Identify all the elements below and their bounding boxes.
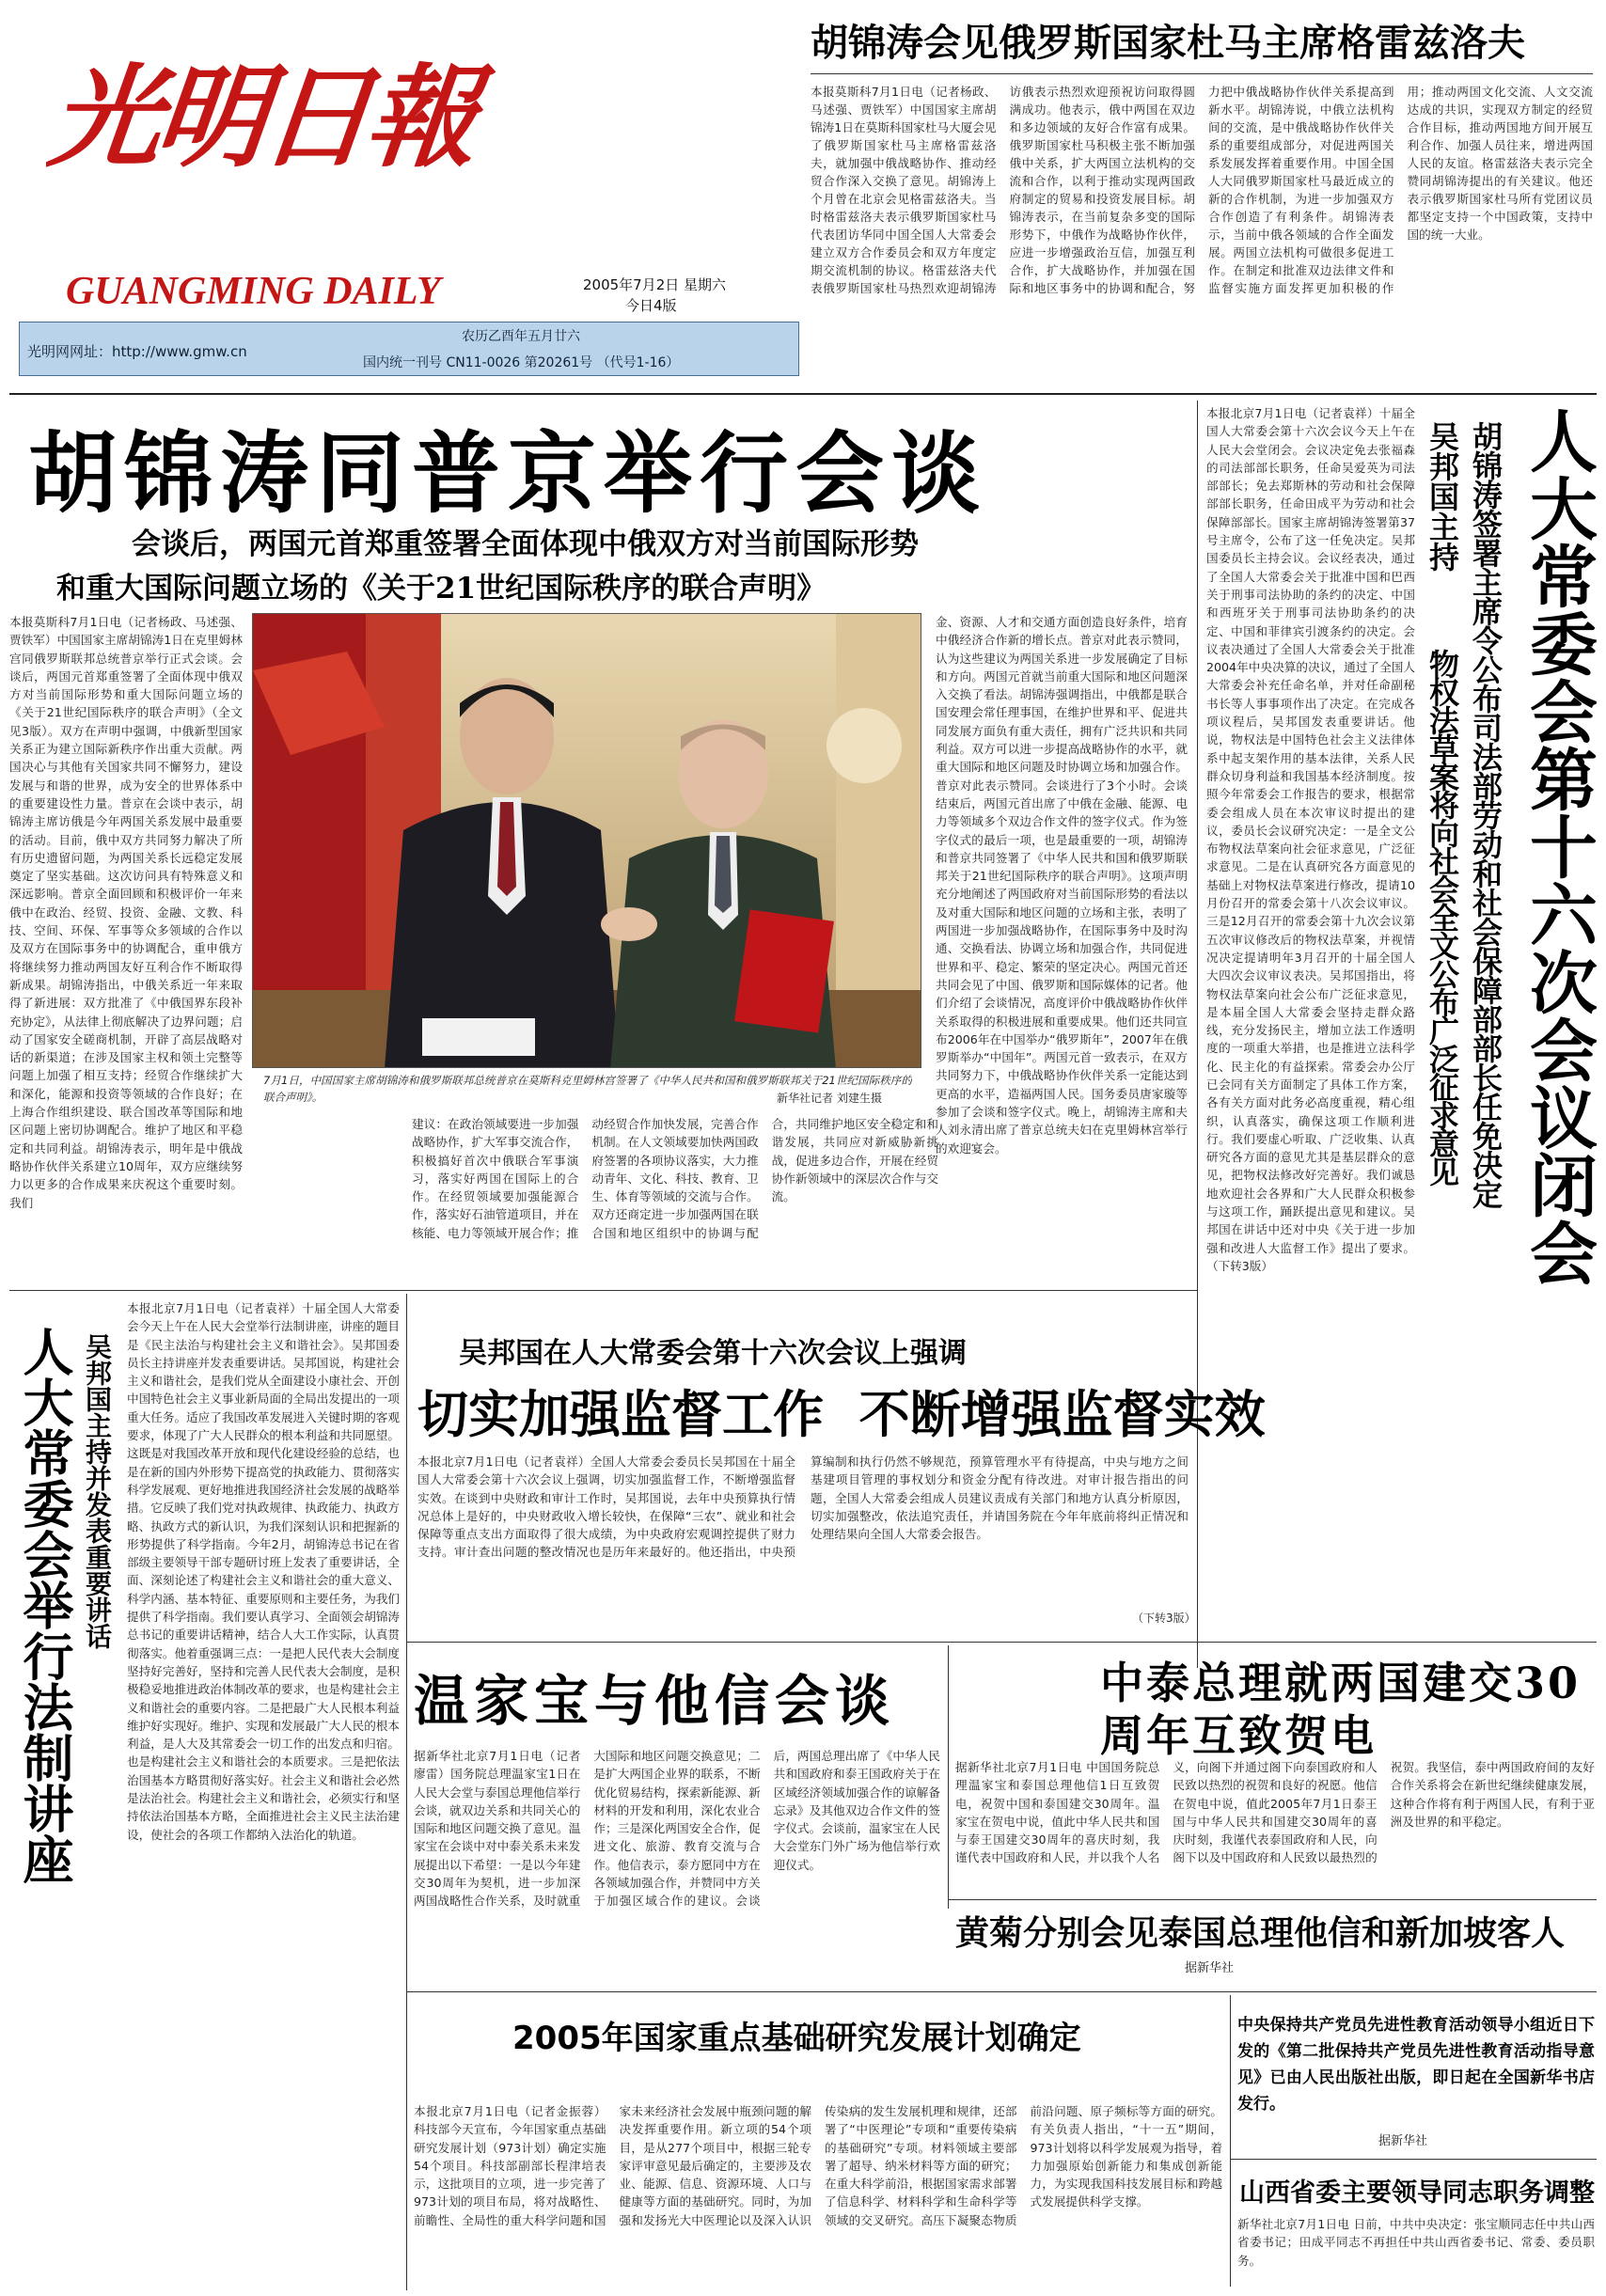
edu-source: 据新华社: [1378, 2134, 1428, 2148]
lead-body-bottom: 建议：在政治领域要进一步加强战略协作，扩大军事交流合作，积极搞好首次中俄联合军事演习，落实好两国在国际上的合作。在经贸领域要加强能源合作，落实好石油管道项目，并在核能、电力等领域开展合作；推动经贸合作加快发展，完善合作机制。在人文领域要加快两国政府签署的各项协议落实，大力推动青年、文化、科技、教育、卫生、体育等领域的交流与合作。双方还商定进一步加强两国在联合国和地区组织中的协调与配合，共同维护地区安全稳定和和谐发展，共同应对新威胁新挑战，促进多边合作，开展在经贸协作新领域中的深层次合作与交流。: [412, 1117, 938, 1240]
masthead: [9, 9, 727, 371]
wen-body: 据新华社北京7月1日电（记者廖雷）国务院总理温家宝1日在人民大会堂与泰国总理他信举行会谈，就双边关系和共同关心的国际和地区问题交换了意见。温家宝在会谈中对中泰关系未来发展提出以下希望：一是以今年建交30周年为契机，进一步加深两国战略性合作关系，及时就重大国际和地区问题交换意见；二是扩大两国企业界的联系，不断优化贸易结构，探索新能源、新材料的开发和利用，深化农业合作；三是深化两国安全合作，促进文化、旅游、教育交流与合作。他信表示，泰方愿同中方在各领域加强合作，并赞同中方关于加强区域合作的建议。会谈后，两国总理出席了《中华人民共和国政府和泰王国政府关于在区域经济领域加强合作的谅解备忘录》及其他双边合作文件的签字仪式。会谈前，温家宝在人民大会堂东门外广场为他信举行欢迎仪式。: [414, 1749, 940, 1909]
npc-closing-headline: 人大常委会第十六次会议闭会: [1519, 406, 1598, 1286]
masthead-lunar: 农历乙酉年五月廿六: [462, 329, 580, 344]
lead-body-right: 金、资源、人才和交通方面创造良好条件，培育中俄经济合作新的增长点。普京对此表示赞同，认为这些建议为两国关系进一步发展确定了目标和方向。两国元首就当前重大国际和地区问题深入交换了看法。胡锦涛强调指出，中俄都是联合国安理会常任理事国，在维护世界和平、促进共同发展方面负有重大责任，拥有广泛共识和共同利益。双方可以进一步提高战略协作的水平，就重大国际和地区问题及时协调立场和加强合作。普京对此表示赞同。会谈进行了3个小时。会谈结束后，两国元首出席了中俄在金融、能源、电力等领域多个双边合作文件的签字仪式。作为签字仪式的最后一项，也是最重要的一项，胡锦涛和普京共同签署了《中华人民共和国和俄罗斯联邦关于21世纪国际秩序的联合声明》。这项声明充分地阐述了两国政府对当前国际形势的看法以及对重大国际和地区问题的立场和主张，表明了两国进一步加强战略协作，在国际事务中及时沟通、交换看法、协调立场和加强合作，共同促进世界和平、稳定、繁荣的坚定决心。两国元首还共同会见了中国、俄罗斯和国际媒体的记者。他们介绍了会谈情况，高度评价中俄战略协作伙伴关系取得的积极进展和重要成果。他们还共同宣布2006年在中国举办“俄罗斯年”，2007年在俄罗斯举办“中国年”。两国元首一致表示，在双方共同努力下，中俄战略协作伙伴关系一定能达到更高的水平，造福两国人民。国务委员唐家璇等参加了会谈和签字仪式。晚上，胡锦涛主席和夫人刘永清出席了普京总统夫妇在克里姆林宫举行的欢迎宴会。: [936, 615, 1188, 1156]
masthead-info-bar: [19, 322, 799, 376]
lead-body-left: 本报莫斯科7月1日电（记者杨政、马述强、贾铁军）中国国家主席胡锦涛1日在克里姆林宫同俄罗斯联邦总统普京举行正式会谈。会谈后，两国元首郑重签署了全面体现中俄双方对当前国际形势和重大国际问题立场的《关于21世纪国际秩序的联合声明》（全文见3版）。双方在声明中强调，中俄新型国家关系正为建立国际新秩序作出重大贡献。两国决心与其他有关国家共同不懈努力，建设发展与和谐的世界，成为安全的世界体系中的重要建设性力量。普京在会谈中表示，胡锦涛主席访俄是今年两国关系发展中最重要的活动。目前，俄中双方共同努力解决了所有历史遗留问题，为两国关系长远稳定发展奠定了坚实基础。这次访问具有特殊意义和深远影响。普京全面回顾和积极评价一年来俄中在政治、经贸、投资、金融、文教、科技、空间、环保、军事等众多领域的合作以及双方在国际事务中的协调配合，重申俄方将继续努力推动两国友好互利合作不断取得新成果。胡锦涛指出，中俄关系近一年来取得了新进展：双方批准了《中俄国界东段补充协定》，从法律上彻底解决了边界问题；启动了国家安全磋商机制，开辟了高层战略对话的新渠道；在涉及国家主权和领土完整等问题上加强了相互支持；经贸合作继续扩大和深化，能源和投资等领域的合作良好；在上海合作组织建设、联合国改革等国际和地区问题上密切协调配合。维护了地区和平稳定和共同利益。胡锦涛表示，明年是中俄战略协作伙伴关系建立10周年，双方应继续努力以更多的合作成果来庆祝这个重要时刻。我们: [9, 615, 243, 1210]
legal-lecture-body-top: 本报北京7月1日电（记者袁祥）十届全国人大常委会今天上午在人民大会堂举行法制讲座，讲座的题目是《民主法治与构建社会主义和谐社会》。吴邦国委员长主持讲座并发表重要讲话。吴邦国说，构建社会主义和谐社会，是我们党从全面建设小康社会、开创中国特色社会主义事业新局面的全局出发提出的一项重大任务。适应了我国改革发展进入关键时期的客观要求，体现了广大人民群众的根本利益和共同愿望。这既是对我国改革开放和现代化建设经验的总结，也是在新的国内外形势下提高党的执政能力、贯彻落实科学发展观、更好地推进我国经济社会发展的战略举措。它反映了我们党对执政规律、执政能力、执政方略、执政方式的新认识，为我们深刻认识和把握新的形势提供了科学指南。今年2月，胡锦涛总书记在省部级主要领导干部专题研讨班上发表了重要讲话，全面、深刻论述了构建社会主义和谐社会的重大意义、科学内涵、基本特征、重要原则和主要任务，为我们提供了科学指南。我们要认真学习、全面领会胡锦涛总书记的重要讲话精神，结合人大工作实际，认真贯彻落实。他着重强调三点：一是把人民代表大会制度坚持好完善好，坚持和完善人民代表大会制度，是积极稳妥地推进政治体制改革的要求，也是构建社会主义和谐社会的重要内容。二是把最广大人民根本利益维护好实现好。维护、实现和发展最广大人民的根本利益，是人大及其常委会一切工作的出发点和归宿。也是构建社会主义和谐社会的本质要求。三是把依法治国基本方略贯彻好落实好。社会主义和谐社会必然是法治社会。构建社会主义和谐社会，必须实行和坚持依法治国基本方略，全面推进社会主义民主法治建设，使社会的各项工作都纳入法治化的轨道。: [127, 1301, 400, 1842]
huangju-source: 据新华社: [1185, 1961, 1235, 1975]
research-body: 本报北京7月1日电（记者金振蓉）科技部今天宣布，今年国家重点基础研究发展计划（973计划）确定实施54个项目。科技部副部长程津培表示，这批项目的立项，进一步完善了973计划的项目布局，将对战略性、前瞻性、全局性的重大科学问题和国家未来经济社会发展中瓶颈问题的解决发挥重要作用。新立项的54个项目，是从277个项目中，根据三轮专家评审意见最后确定的，主要涉及农业、能源、信息、资源环境、人口与健康等方面的基础研究。同时，为加强和发扬光大中医理论以及深入认识传染病的发生发展机理和规律，还部署了“中医理论”专项和“重要传染病的基础研究”专项。材料领域主要部署了超导、纳米材料等方面的研究；在重大科学前沿，根据国家需求部署了信息科学、材料科学和生命科学等领域的交叉研究。高压下凝聚态物质前沿问题、原子频标等方面的研究。有关负责人指出，“十一五”期间，973计划将以科学发展观为指导，着力加强原始创新能力和集成创新能力，为实现我国科技发展目标和跨越式发展提供科学支撑。: [414, 2104, 1222, 2227]
top-story-body: 本报莫斯科7月1日电（记者杨政、马述强、贾铁军）中国国家主席胡锦涛1日在莫斯科国家杜马大厦会见了俄罗斯国家杜马主席格雷兹洛夫，就加强中俄战略协作、推动经贸合作深入交换了意见。胡锦涛上个月曾在北京会见格雷兹洛夫。当时格雷兹洛夫表示俄罗斯国家杜马代表团访华同中国全国人大常委会建立双方合作委员会和双方年度定期交流机制的协议。格雷兹洛夫代表俄罗斯国家杜马热烈欢迎胡锦涛访俄表示热烈欢迎预祝访问取得圆满成功。他表示，俄中两国在双边和多边领域的友好合作富有成果。俄罗斯国家杜马积极主张不断加强俄中关系，扩大两国立法机构的交流和合作，以利于推动实现两国政府制定的贸易和投资发展目标。胡锦涛表示，在当前复杂多变的国际形势下，中俄作为战略协作伙伴，应进一步增强政治互信，加强互利合作，扩大战略协作，并加强在国际和地区事务中的协调和配合，努力把中俄战略协作伙伴关系提高到新水平。胡锦涛说，中俄立法机构间的交流，是中俄战略协作伙伴关系的重要组成部分，对促进两国关系发展发挥着重要作用。中国全国人大同俄罗斯国家杜马最近成立的新的合作机制，为进一步加强双方合作创造了有利条件。胡锦涛表示，当前中俄各领域的合作全面发展。两国立法机构可做很多促进工作。在制定和批准双边法律文件和监督实施方面发挥更加积极的作用；推动两国文化交流、人文交流达成的共识，实现双方制定的经贸合作目标，推动两国地方间开展互利合作、加强人员往来，增进两国人民的友谊。格雷兹洛夫表示完全赞同胡锦涛提出的有关建议。他还表示俄罗斯国家杜马所有党团议员都坚定支持一个中国政策，支持中国的统一大业。: [811, 85, 1593, 295]
lead-subheadline-2: 和重大国际问题立场的《关于21世纪国际秩序的联合声明》: [56, 572, 827, 605]
congrats-headline-text: 中泰总理就两国建交30周年互致贺电: [1100, 1658, 1582, 1761]
masthead-website[interactable]: 光明网网址：http://www.gmw.cn: [27, 343, 247, 360]
legal-lecture-body-bottom: [9, 1993, 400, 2287]
supervision-continued: （下转3版）: [1128, 1610, 1196, 1626]
wen-headline: 温家宝与他信会谈: [414, 1669, 896, 1733]
congrats-body-left: [955, 1651, 1089, 1764]
npc-closing-body-bottom: [1206, 1309, 1592, 1657]
edu-body: 中央保持共产党员先进性教育活动领导小组近日下发的《第二批保持共产党员先进性教育活动指导意见》已由人民出版社出版，即日起在全国新华书店发行。: [1237, 2016, 1595, 2114]
shanxi-headline: 山西省委主要领导同志职务调整: [1239, 2178, 1595, 2208]
congrats-headline: [1100, 1657, 1589, 1762]
npc-closing-body-top: 本报北京7月1日电（记者袁祥）十届全国人大常委会第十六次会议今天上午在人民大会堂闭会。会议决定免去张福森的司法部部长职务，任命吴爱英为司法部部长；免去郑斯林的劳动和社会保障部部长职务，任命田成平为劳动和社会保障部部长。国家主席胡锦涛签署第37号主席令，公布了这一任免决定。吴邦国委员长主持会议。会议经表决，通过了全国人大常委会关于批准中国和巴西关于刑事司法协助的条约的决定、中国和西班牙关于刑事司法协助条约的决定、中国和菲律宾引渡条约的决定。会议表决通过了全国人大常委会关于批准2004年中央决算的决议，通过了全国人大常委会补充任命名单，并对任命副秘书长等人事事项作出了决定。在完成各项议程后，吴邦国发表重要讲话。他说，物权法是中国特色社会主义法律体系中起支架作用的基本法律，关系人民群众切身利益和我国基本经济制度。按照今年常委会工作报告的要求，根据常委会组成人员在本次审议时提出的建议，委员长会议研究决定：一是全文公布物权法草案向社会征求意见，广泛征求意见。二是在认真研究各方面意见的基础上对物权法草案进行修改，提请10月份召开的常委会第十八次会议审议。三是12月召开的常委会第十九次会议第五次审议修改后的物权法草案，并视情况决定提请明年3月召开的十届全国人大四次会议审议表决。吴邦国指出，将物权法草案向社会公布广泛征求意见，是本届全国人大常委会坚持走群众路线，充分发扬民主，增加立法工作透明度的一项重大举措，也是推进立法科学化、民主化的有益探索。常委会办公厅已会同有关方面制定了具体工作方案，各有关方面对此务必高度重视，精心组织，认真落实，确保这项工作顺利进行。我们要虚心听取、广泛收集、认真研究各方面的意见尤其是基层群众的意见，把物权法修改好完善好。我们诚恳地欢迎社会各界和广大人民群众积极参与这项工作，踊跃提出意见和建议。吴邦国在讲话中还对中央《关于进一步加强和改进人大监督工作》提出了要求。（下转3版）: [1206, 406, 1415, 1273]
lead-headline: 胡锦涛同普京举行会谈: [28, 423, 988, 526]
masthead-english: GUANGMING DAILY: [66, 270, 441, 313]
signing-ceremony-photo: [253, 614, 921, 1068]
lead-photo: [252, 613, 921, 1068]
masthead-issue: 国内统一刊号 CN11-0026 第20261号 （代号1-16）: [363, 355, 680, 370]
supervision-body: 本报北京7月1日电（记者袁祥）全国人大常委会委员长吴邦国在十届全国人大常委会第十六次会议上强调，切实加强监督工作，不断增强监督实效。在谈到中央财政和审计工作时，吴邦国说，去年中央预算执行情况总体上是好的，中央财政收入增长较快，在保障“三农”、就业和社会保障等重点支出方面取得了很大成绩，为中央政府宏观调控提供了财力支持。审计查出问题的整改情况也是历年来最好的。他还指出，中央预算编制和执行仍然不够规范，预算管理水平有待提高，中央与地方之间基建项目管理的事权划分和资金分配有待改进。对审计报告指出的问题，全国人大常委会组成人员建议责成有关部门和地方认真分析原因，切实加强整改，依法追究责任，并请国务院在今年年底前将纠正情况和处理结果向全国人大常委会报告。: [417, 1455, 1189, 1560]
masthead-date: 2005年7月2日 星期六: [583, 276, 727, 293]
legal-lecture-sub: 吴邦国主持并发表重要讲话: [82, 1333, 113, 1649]
masthead-pages: 今日4版: [625, 297, 677, 314]
photo-credit: 新华社记者 刘建生摄: [771, 1090, 882, 1106]
research-body-right: [1051, 1999, 1222, 2100]
congrats-body: 据新华社北京7月1日电 中国国务院总理温家宝和泰国总理他信1日互致贺电，祝贺中国和泰国建交30周年。温家宝在贺电中说，值此中华人民共和国与泰王国建交30周年的喜庆时刻，我谨代表中国政府和人民，并以我个人名义，向阁下并通过阁下向泰国政府和人民致以热烈的祝贺和良好的祝愿。他信在贺电中说，值此2005年7月1日泰王国与中华人民共和国建交30周年的喜庆时刻，我谨代表泰国政府和人民，向阁下以及中国政府和人民致以最热烈的祝贺。我坚信，泰中两国政府间的友好合作关系将会在新世纪继续健康发展，这种合作将有利于两国人民，有利于亚洲及世界的和平稳定。: [955, 1760, 1595, 1865]
huangju-headline: 黄菊分别会见泰国总理他信和新加坡客人: [955, 1914, 1566, 1953]
supervision-kicker: 吴邦国在人大常委会第十六次会议上强调: [459, 1337, 967, 1370]
legal-lecture-headline: 人大常委会举行法制讲座: [15, 1326, 74, 1884]
npc-closing-sub2: 吴邦国主持: [1425, 421, 1460, 572]
photo-caption: 7月1日，中国国家主席胡锦涛和俄罗斯联邦总统普京在莫斯科克里姆林宫签署了《中华人民共和国和俄罗斯联邦关于21世纪国际秩序的联合声明》。: [263, 1074, 912, 1104]
supervision-headline: 切实加强监督工作 不断增强监督实效: [417, 1385, 1266, 1444]
npc-closing-sub3: 物权法草案将向社会全文公布广泛征求意见: [1425, 649, 1460, 1185]
research-headline: 2005年国家重点基础研究发展计划确定: [512, 2020, 1081, 2057]
top-story-headline: 胡锦涛会见俄罗斯国家杜马主席格雷兹洛夫: [811, 22, 1525, 65]
lead-subheadline-1: 会谈后，两国元首郑重签署全面体现中俄双方对当前国际形势: [132, 527, 919, 561]
edu-box: [1237, 2012, 1595, 2153]
masthead-logo: 光明日報: [43, 52, 480, 182]
research-body-left: [414, 1999, 503, 2102]
shanxi-body: 新华社北京7月1日电 日前，中共中央决定：张宝顺同志任中共山西省委书记；田成平同志不再担任中共山西省委书记、常委、委员职务。: [1237, 2217, 1595, 2268]
npc-closing-sub: 胡锦涛签署主席令公布司法部劳动和社会保障部部长任免决定: [1468, 421, 1504, 1208]
